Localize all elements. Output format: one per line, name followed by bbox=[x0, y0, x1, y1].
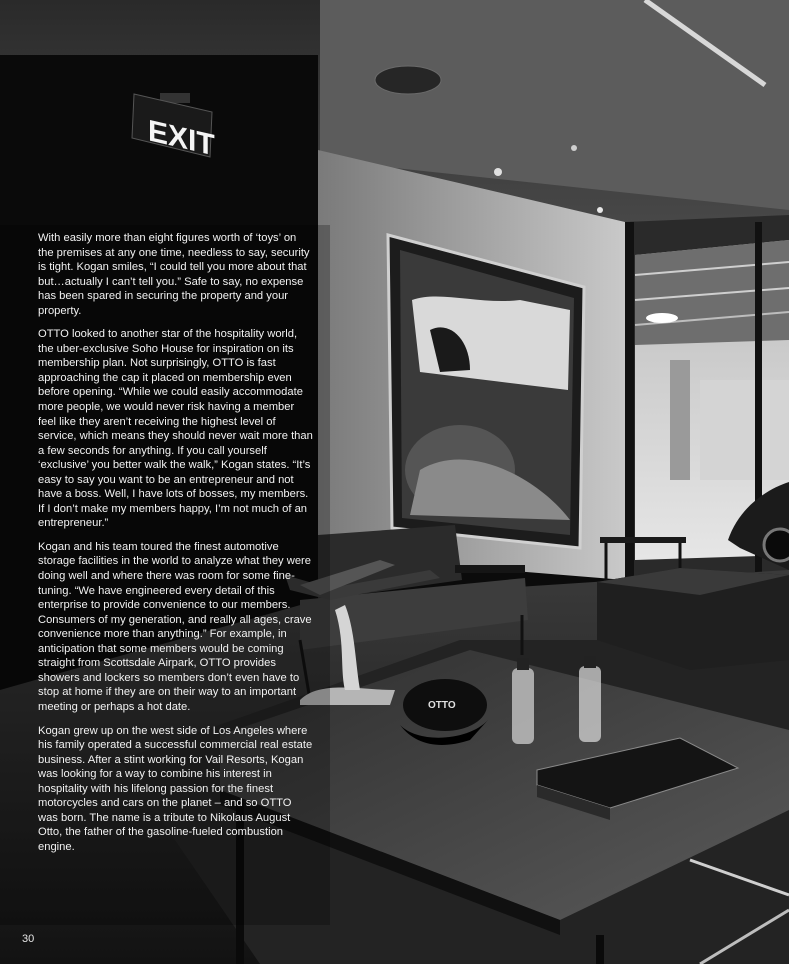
cap-logo-text: OTTO bbox=[428, 700, 456, 711]
page-number: 30 bbox=[22, 933, 35, 945]
article-paragraph: Kogan and his team toured the finest automotive storage facilities in the world to analyze what they were doing well and where there was room for some fine-tuning. “We have engineered every detail of this enterprise to provide convenience to our members. Consumers of my generation, and really all ages, crave convenience more than anything.” For example, in anticipation that some members would be coming straight from Scottsdale Airpark, OTTO provides showers and lockers so members don’t even have to stop at home if they are on their way to an important meeting or perhaps a hot date. bbox=[38, 540, 312, 713]
wall-artwork bbox=[388, 235, 584, 548]
article-paragraph: OTTO looked to another star of the hospitality world, the uber-exclusive Soho House for inspiration on its membership plan. Not surprisingly, OTTO is fast approaching the cap it placed on membership even before opening. “While we could easily accommodate more people, we would never risk having a member feel like they aren’t receiving the highest level of service, which means they should never wait more than a few seconds for anything. If you call yourself ‘exclusive’ you better walk the walk,” Kogan states. “It’s easy to say you want to be an entrepreneur and not have a boss. Well, I have lots of bosses, my members. If I don’t make my members happy, I’m not much of an entrepreneur.” bbox=[38, 328, 313, 530]
article-body bbox=[38, 231, 314, 863]
article-paragraph: With easily more than eight figures worth of ‘toys’ on the premises at any one time, needless to say, security is tight. Kogan smiles, “I could tell you more about that but…actually I can’t tell you.” Safe to say, no expense has been spared in securing the property and your property. bbox=[38, 232, 310, 317]
ceiling-speaker bbox=[375, 66, 441, 94]
article-paragraph: Kogan grew up on the west side of Los Angeles where his family operated a successful commercial real estate business. After a stint working for Vail Resorts, Kogan was looking for a way to combine his interest in hospitality with his lifelong passion for the finest motorcycles and cars on the planet – and so OTTO was born. The name is a tribute to Nikolaus August Otto, the father of the gasoline-fueled combustion engine. bbox=[38, 724, 313, 853]
glass-wall-hangar bbox=[625, 215, 789, 580]
exit-sign-text: EXIT bbox=[147, 113, 215, 163]
